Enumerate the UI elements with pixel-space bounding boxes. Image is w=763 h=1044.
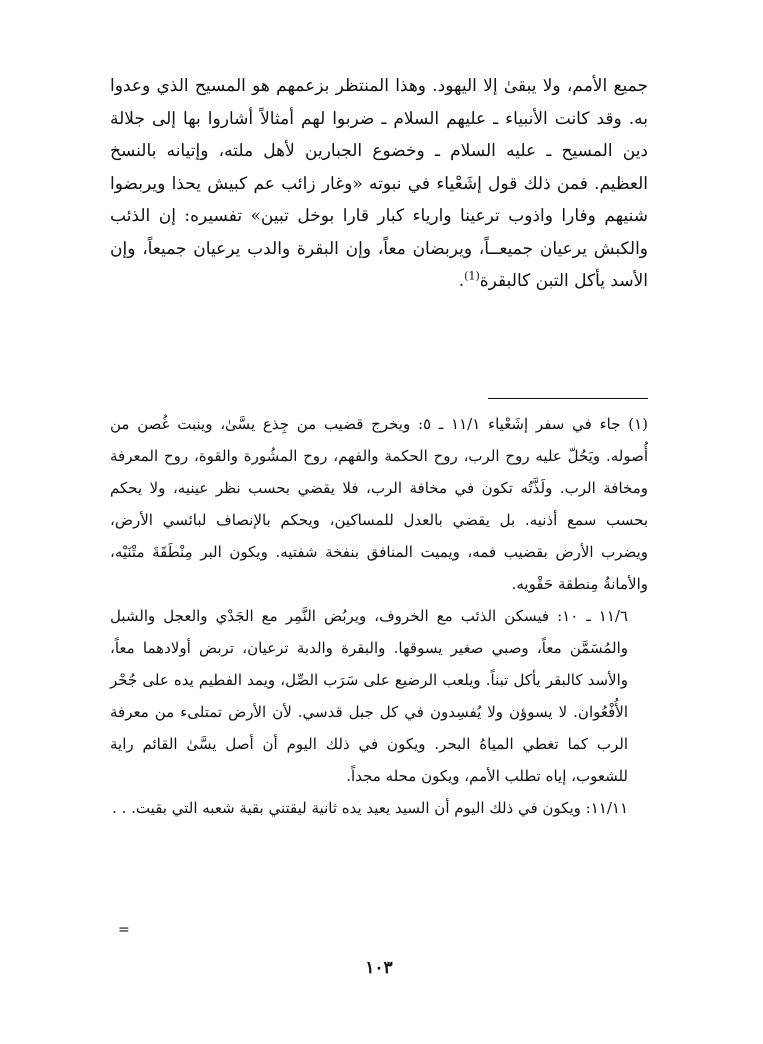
- main-paragraph: [110, 70, 648, 298]
- continuation-mark: =: [118, 922, 130, 938]
- main-paragraph-end: .: [458, 271, 465, 291]
- page-number: ١٠٣: [365, 958, 393, 978]
- main-paragraph-text: جميع الأمم، ولا يبقىٰ إلا اليهود. وهذا المنتظر بزعمهم هو المسيح الذي وعدوا به. وقد كانت الأنبياء ـ عليهم السلام ـ ضربوا لهم أمثالاً أشاروا بها إلى جلالة دين المسيح ـ عليه السلام ـ وخضوع الجبارين لأهل ملته، وإتيانه بالنسخ العظيم. فمن ذلك قول إشَعْياء في نبوته «وغار زائب عم كبيش يحذا ويربضوا شنيهم وفارا واذوب ترعينا وارياء كبار قارا بوخل تبين» تفسيره: إن الذئب والكبش يرعيان جميعــاً، ويربضان معاً، وإن البقرة والدب يرعيان جميعاً، وإن الأسد يأكل التبن كالبقرة: [110, 76, 648, 291]
- footnote-1-paragraph-3: ١١/١١: ويكون في ذلك اليوم أن السيد يعيد يده ثانية ليقتني بقية شعبه التي بقيت. . .: [112, 799, 628, 817]
- footnote-1-paragraph-2: ١١/٦ ـ ١٠: فيسكن الذئب مع الخروف، ويربُض النَّمِر مع الجَدْي والعجل والشبل والمُسَمَّن معاً، وصبي صغير يسوقها. والبقرة والدبة ترعيان، تربض أولادهما معاً، والأسد كالبقر يأكل تبناً. ويلعب الرضيع على سَرَب الصِّل، ويمد الفطيم يده على جُحْر الأُفْعُوان. لا يسوؤن ولا يُفسِدون في كل جبل قدسي. لأن الأرض تمتلىء من معرفة الرب كما تغطي المياهُ البحر. ويكون في ذلك اليوم أن أصل يسَّىٰ القائم راية للشعوب، إياه تطلب الأمم، ويكون محله مجداً.: [110, 607, 628, 785]
- footnote-reference: (1): [464, 269, 480, 283]
- footnote-separator: [488, 398, 648, 399]
- footnotes-section: [110, 408, 648, 824]
- footnote-1-paragraph-1: (١) جاء في سفر إشَعْياء ١١/١ ـ ٥: ويخرج قضيب من جِذع يسَّىٰ، وينبت غُصن من أُصوله. ويَحُلّ عليه روح الرب، روح الحكمة والفهم، روح المشُورة والقوة، روح المعرفة ومخافة الرب. ولَذَّتُه تكون في مخافة الرب، فلا يقضي بحسب نظر عينيه، ولا يحكم بحسب سمع أذنيه. بل يقضي بالعدل للمساكين، ويحكم بالإنصاف لبائسي الأرض، ويضرب الأرض بقضيب فمه، ويميت المنافق بنفخة شفتيه. ويكون البر مِنْطَقَةَ متْنَيْه، والأمانةُ مِنطقة حَقْويه.: [110, 415, 648, 593]
- book-page: [110, 70, 648, 1010]
